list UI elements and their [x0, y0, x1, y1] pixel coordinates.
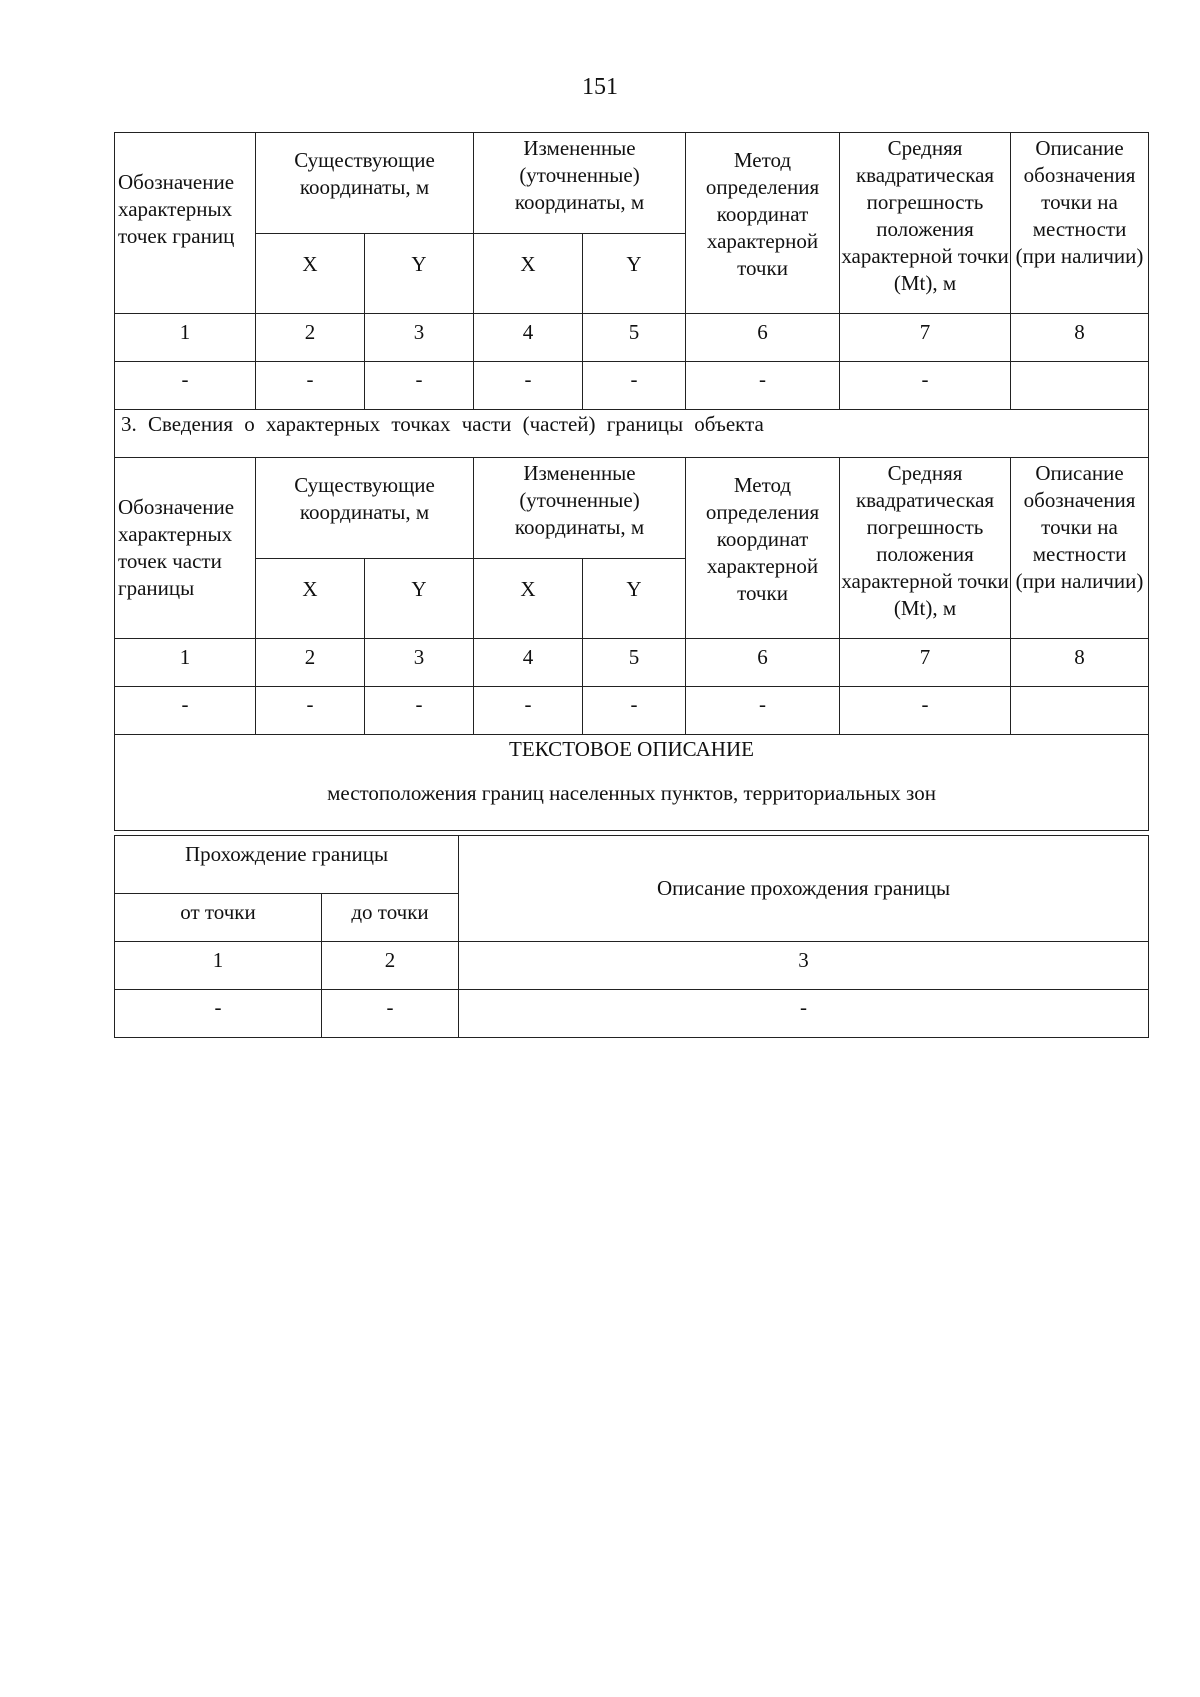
- column-number: 3: [365, 314, 474, 362]
- characteristic-points-table: [114, 132, 1149, 831]
- text-description-block: [115, 735, 1149, 831]
- column-number-row: [115, 639, 1149, 687]
- table-cell: -: [365, 362, 474, 410]
- header-point-description: Описание обозначения точки на местности (при наличии): [1011, 458, 1149, 639]
- header-changed-coordinates: Измененные (уточненные) координаты, м: [474, 133, 686, 234]
- column-number: 6: [686, 639, 840, 687]
- header-mean-square-error: Средняя квадратическая погрешность положения характерной точки (Mt), м: [840, 458, 1011, 639]
- column-number: 2: [322, 942, 459, 990]
- table-cell: -: [583, 687, 686, 735]
- header-to-point: до точки: [322, 894, 459, 942]
- boundary-route-table: [114, 835, 1149, 1038]
- column-number: 1: [115, 314, 256, 362]
- table-cell: -: [474, 687, 583, 735]
- table-cell: -: [459, 990, 1149, 1038]
- header-existing-coordinates: Существующие координаты, м: [256, 133, 474, 234]
- header-mean-square-error: Средняя квадратическая погрешность положения характерной точки (Mt), м: [840, 133, 1011, 314]
- table-cell: -: [840, 687, 1011, 735]
- table-cell: [1011, 362, 1149, 410]
- table-cell: -: [115, 362, 256, 410]
- column-number: 3: [459, 942, 1149, 990]
- table-row: [115, 990, 1149, 1038]
- column-number: 1: [115, 942, 322, 990]
- column-number: 4: [474, 314, 583, 362]
- column-number: 4: [474, 639, 583, 687]
- header-method: Метод определения координат характерной точки: [686, 458, 840, 639]
- header-existing-x: X: [256, 559, 365, 639]
- header-changed-x: X: [474, 559, 583, 639]
- table-cell: -: [115, 687, 256, 735]
- column-number: 2: [256, 314, 365, 362]
- column-number: 2: [256, 639, 365, 687]
- column-number: 3: [365, 639, 474, 687]
- header-passage-description: Описание прохождения границы: [459, 836, 1149, 942]
- header-changed-y: Y: [583, 559, 686, 639]
- header-changed-coordinates: Измененные (уточненные) координаты, м: [474, 458, 686, 559]
- table-cell: [1011, 687, 1149, 735]
- header-existing-coordinates: Существующие координаты, м: [256, 458, 474, 559]
- column-number-row: [115, 314, 1149, 362]
- column-number: 7: [840, 314, 1011, 362]
- header-method: Метод определения координат характерной точки: [686, 133, 840, 314]
- header-point-description: Описание обозначения точки на местности (при наличии): [1011, 133, 1149, 314]
- table-cell: -: [686, 687, 840, 735]
- table-cell: -: [115, 990, 322, 1038]
- column-number-row: [115, 942, 1149, 990]
- column-number: 1: [115, 639, 256, 687]
- header-from-point: от точки: [115, 894, 322, 942]
- header-existing-y: Y: [365, 559, 474, 639]
- header-existing-y: Y: [365, 234, 474, 314]
- table-cell: -: [583, 362, 686, 410]
- column-number: 8: [1011, 639, 1149, 687]
- page-number: 151: [582, 74, 618, 100]
- header-existing-x: X: [256, 234, 365, 314]
- header-changed-x: X: [474, 234, 583, 314]
- text-description-subtitle: местоположения границ населенных пунктов, территориальных зон: [327, 781, 936, 805]
- column-number: 6: [686, 314, 840, 362]
- table-cell: -: [840, 362, 1011, 410]
- header-part-point-designation: Обозначение характерных точек части границы: [115, 458, 256, 639]
- column-number: 5: [583, 314, 686, 362]
- table-cell: -: [365, 687, 474, 735]
- table-row: [115, 687, 1149, 735]
- header-point-designation: Обозначение характерных точек границ: [115, 133, 256, 314]
- column-number: 8: [1011, 314, 1149, 362]
- text-description-title: ТЕКСТОВОЕ ОПИСАНИЕ: [509, 737, 754, 761]
- table-cell: -: [256, 687, 365, 735]
- column-number: 5: [583, 639, 686, 687]
- header-changed-y: Y: [583, 234, 686, 314]
- table-cell: -: [686, 362, 840, 410]
- header-boundary-passage: Прохождение границы: [115, 836, 459, 894]
- section-3-title: 3. Сведения о характерных точках части (частей) границы объекта: [115, 410, 1149, 458]
- table-cell: -: [322, 990, 459, 1038]
- column-number: 7: [840, 639, 1011, 687]
- table-row: [115, 362, 1149, 410]
- table-cell: -: [474, 362, 583, 410]
- table-cell: -: [256, 362, 365, 410]
